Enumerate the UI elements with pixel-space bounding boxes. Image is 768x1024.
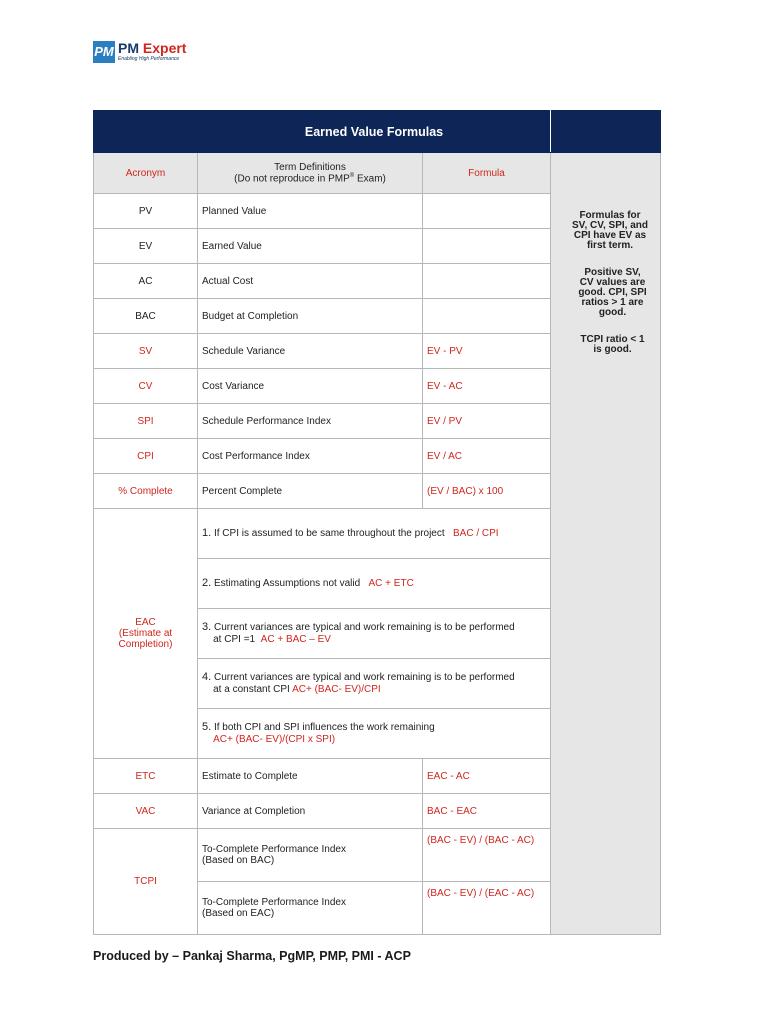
eac-acronym: EAC (Estimate at Completion) [94, 509, 198, 759]
table-row: PV Planned Value [94, 194, 661, 229]
side-note: Formulas for SV, CV, SPI, and CPI have EV as first term. [572, 210, 648, 251]
logo-name: PM Expert [118, 40, 187, 56]
earned-value-table [93, 110, 661, 935]
table-title: Earned Value Formulas [198, 111, 551, 153]
side-notes [551, 153, 661, 935]
footer-credit: Produced by – Pankaj Sharma, PgMP, PMP, PMI - ACP [93, 949, 411, 963]
eac-item: 5. If both CPI and SPI influences the work remaining AC+ (BAC- EV)/(CPI x SPI) [198, 709, 551, 759]
table-row: SPI Schedule Performance Index EV / PV [94, 404, 661, 439]
table-row: % Complete Percent Complete (EV / BAC) x 100 [94, 474, 661, 509]
table-row: SV Schedule Variance EV - PV [94, 334, 661, 369]
side-note: Positive SV, CV values are good. CPI, SPI ratios > 1 are good. [578, 267, 647, 318]
tcpi-acronym: TCPI [94, 829, 198, 935]
table-row: BAC Budget at Completion [94, 299, 661, 334]
logo-tagline: Enabling High Performance [118, 56, 180, 62]
tcpi-row: To-Complete Performance Index (Based on EAC) (BAC - EV) / (EAC - AC) [94, 882, 661, 935]
table-row: AC Actual Cost [94, 264, 661, 299]
eac-item: 4. Current variances are typical and work remaining is to be performed at a constant CPI AC+ (BAC- EV)/CPI [198, 659, 551, 709]
header-term: Term Definitions (Do not reproduce in PMP® Exam) [198, 153, 423, 194]
table-row: CPI Cost Performance Index EV / AC [94, 439, 661, 474]
eac-item: 1. If CPI is assumed to be same throughout the project BAC / CPI [198, 509, 551, 559]
header-formula: Formula [423, 153, 551, 194]
table-row: CV Cost Variance EV - AC [94, 369, 661, 404]
eac-item: 3. Current variances are typical and work remaining is to be performed at CPI =1 AC + BAC – EV [198, 609, 551, 659]
column-header-row [94, 153, 661, 194]
pm-logo-icon: PM [93, 41, 115, 63]
table-row: EV Earned Value [94, 229, 661, 264]
side-note: TCPI ratio < 1 is good. [580, 334, 645, 355]
table-row: VAC Variance at Completion BAC - EAC [94, 794, 661, 829]
table-row: ETC Estimate to Complete EAC - AC [94, 759, 661, 794]
header-acronym: Acronym [94, 153, 198, 194]
eac-item: 2. Estimating Assumptions not valid AC + ETC [198, 559, 551, 609]
table-title-row [94, 111, 661, 153]
tcpi-row: TCPI To-Complete Performance Index (Based on BAC) (BAC - EV) / (BAC - AC) [94, 829, 661, 882]
